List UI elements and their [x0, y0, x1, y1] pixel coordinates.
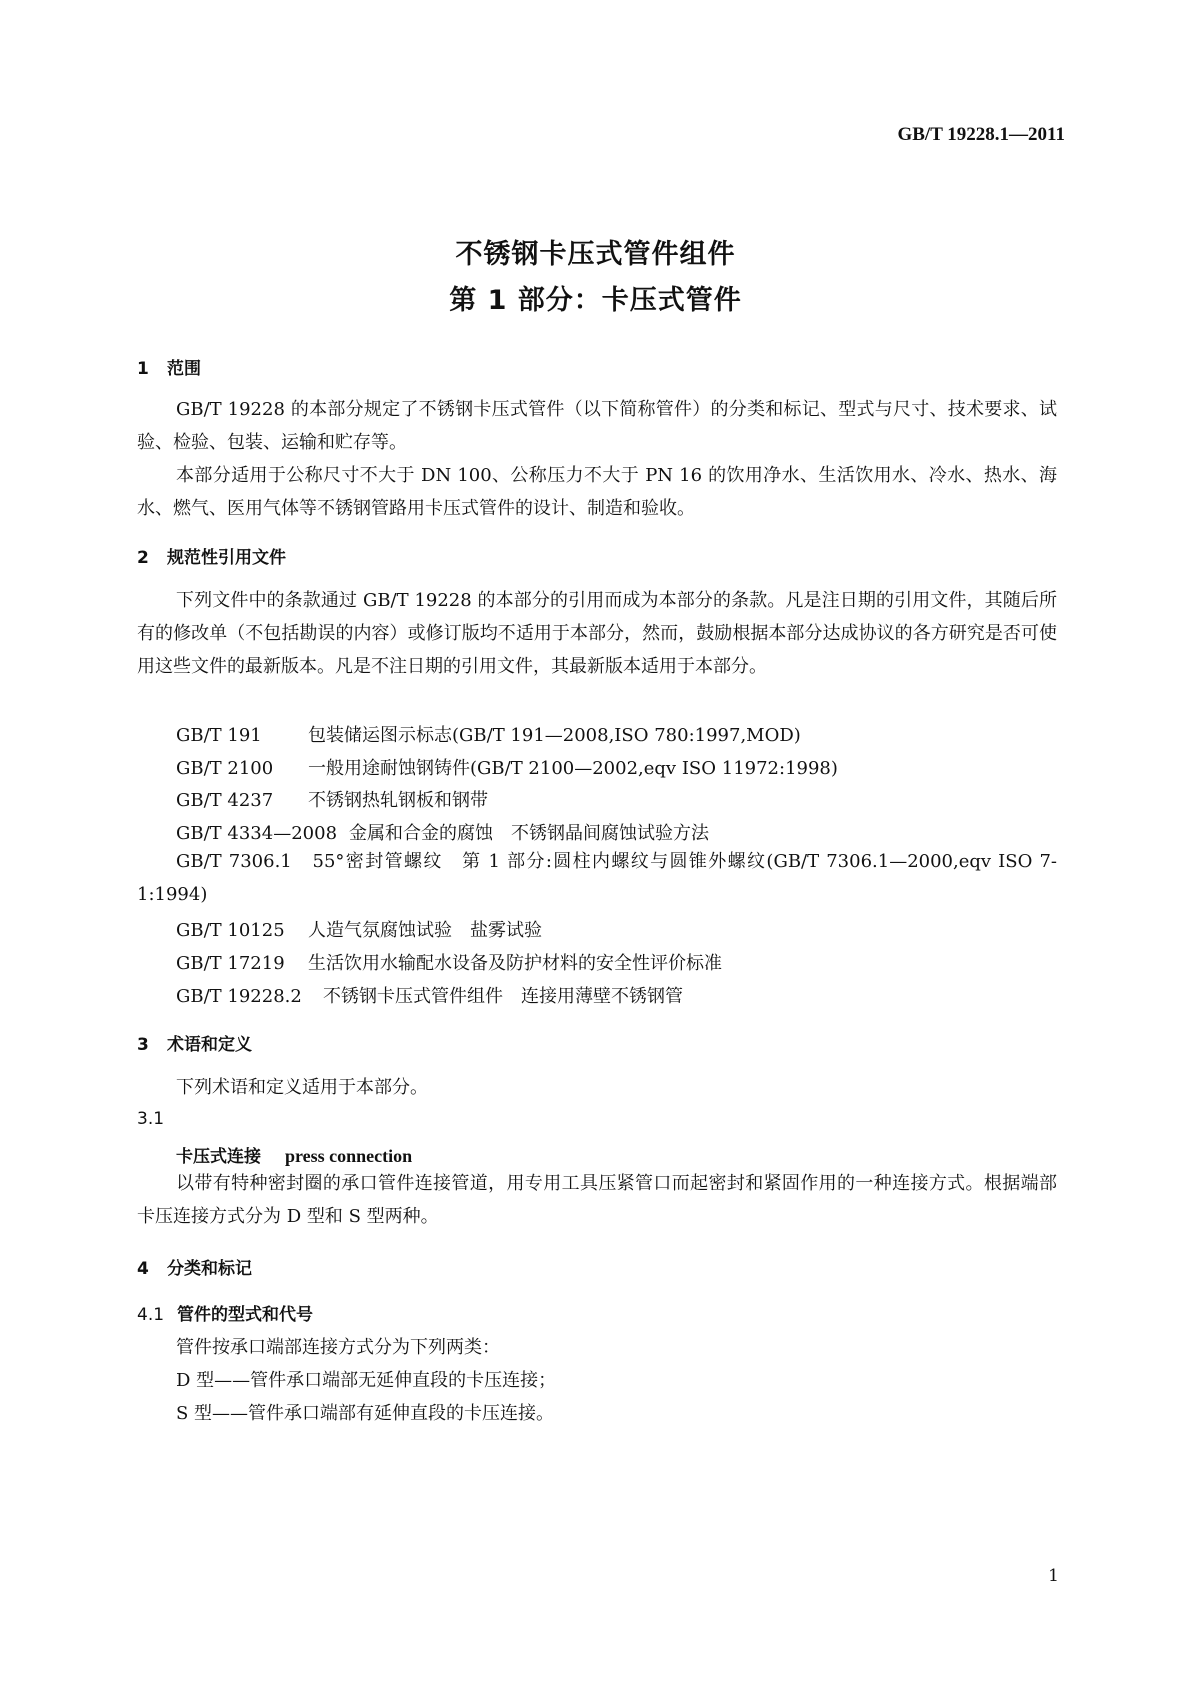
subsection-3-1-number: 3.1	[137, 1109, 165, 1129]
reference-code: GB/T 17219	[176, 953, 285, 974]
reference-item	[176, 786, 488, 812]
reference-item	[176, 819, 709, 845]
reference-title: 不锈钢卡压式管件组件 连接用薄壁不锈钢管	[323, 986, 683, 1007]
term-english: press connection	[285, 1146, 413, 1166]
reference-item	[176, 754, 838, 780]
page-number: 1	[1048, 1566, 1059, 1586]
term-entry	[176, 1142, 412, 1167]
document-subtitle: 第 1 部分：卡压式管件	[449, 285, 742, 316]
reference-code: GB/T 2100	[176, 758, 274, 779]
reference-title: 包装储运图示标志(GB/T 191—2008,ISO 780:1997,MOD)	[308, 725, 801, 746]
reference-item	[176, 982, 683, 1008]
section-1-body	[137, 393, 1057, 525]
subsection-4-1-heading	[137, 1300, 313, 1325]
d-type-item: D 型——管件承口端部无延伸直段的卡压连接；	[176, 1370, 557, 1391]
reference-code: GB/T 4237	[176, 790, 274, 811]
paragraph: 以带有特种密封圈的承口管件连接管道，用专用工具压紧管口而起密封和紧固作用的一种连接方式。根据端部卡压连接方式分为 D 型和 S 型两种。	[137, 1173, 1057, 1227]
s-type-item: S 型——管件承口端部有延伸直段的卡压连接。	[176, 1403, 555, 1424]
reference-item	[176, 949, 722, 975]
section-number: 2	[137, 548, 149, 568]
reference-title: 生活饮用水输配水设备及防护材料的安全性评价标准	[308, 953, 722, 974]
section-3-intro: 下列术语和定义适用于本部分。	[176, 1077, 428, 1098]
section-3-heading	[137, 1030, 252, 1055]
paragraph: GB/T 19228 的本部分规定了不锈钢卡压式管件（以下简称管件）的分类和标记、型式与尺寸、技术要求、试验、检验、包装、运输和贮存等。	[137, 399, 1057, 453]
section-title: 范围	[167, 359, 201, 379]
reference-title: 不锈钢热轧钢板和钢带	[308, 790, 488, 811]
standard-code: GB/T 19228.1—2011	[897, 124, 1065, 145]
section-2-intro	[137, 584, 1057, 683]
reference-title: 金属和合金的腐蚀 不锈钢晶间腐蚀试验方法	[349, 823, 710, 844]
subsection-number: 4.1	[137, 1305, 165, 1325]
reference-code: GB/T 10125	[176, 920, 285, 941]
section-2-heading	[137, 543, 286, 568]
paragraph: 本部分适用于公称尺寸不大于 DN 100、公称压力不大于 PN 16 的饮用净水、生活饮用水、冷水、热水、海水、燃气、医用气体等不锈钢管路用卡压式管件的设计、制造和验收。	[137, 465, 1057, 519]
paragraph: 下列文件中的条款通过 GB/T 19228 的本部分的引用而成为本部分的条款。凡是注日期的引用文件，其随后所有的修改单（不包括勘误的内容）或修订版均不适用于本部分，然而，鼓励根据本部分达成协议的各方研究是否可使用这些文件的最新版本。凡是不注日期的引用文件，其最新版本适用于本部分。	[137, 590, 1057, 677]
classification-intro: 管件按承口端部连接方式分为下列两类：	[176, 1337, 500, 1358]
reference-item-wrapped	[137, 845, 1057, 911]
reference-code: GB/T 191	[176, 725, 262, 746]
reference-item	[176, 916, 542, 942]
section-title: 术语和定义	[167, 1035, 252, 1055]
subsection-title: 管件的型式和代号	[177, 1305, 313, 1325]
reference-code: GB/T 4334—2008	[176, 823, 338, 844]
reference-title: 55°密封管螺纹 第 1 部分:圆柱内螺纹与圆锥外螺纹(GB/T 7306.1—2000,eqv ISO 7-1:1994)	[137, 851, 1057, 905]
reference-item	[176, 721, 801, 747]
reference-code: GB/T 19228.2	[176, 986, 302, 1007]
reference-code: GB/T 7306.1	[176, 851, 292, 872]
section-title: 规范性引用文件	[167, 548, 286, 568]
section-number: 3	[137, 1035, 149, 1055]
term-definition	[137, 1167, 1057, 1233]
section-4-heading	[137, 1254, 252, 1279]
reference-title: 人造气氛腐蚀试验 盐雾试验	[308, 920, 542, 941]
section-title: 分类和标记	[167, 1259, 252, 1279]
section-number: 1	[137, 359, 149, 379]
term-chinese: 卡压式连接	[176, 1147, 261, 1167]
document-title: 不锈钢卡压式管件组件	[455, 239, 736, 270]
section-1-heading	[137, 354, 201, 379]
reference-title: 一般用途耐蚀钢铸件(GB/T 2100—2002,eqv ISO 11972:1998)	[308, 758, 838, 779]
section-number: 4	[137, 1259, 149, 1279]
